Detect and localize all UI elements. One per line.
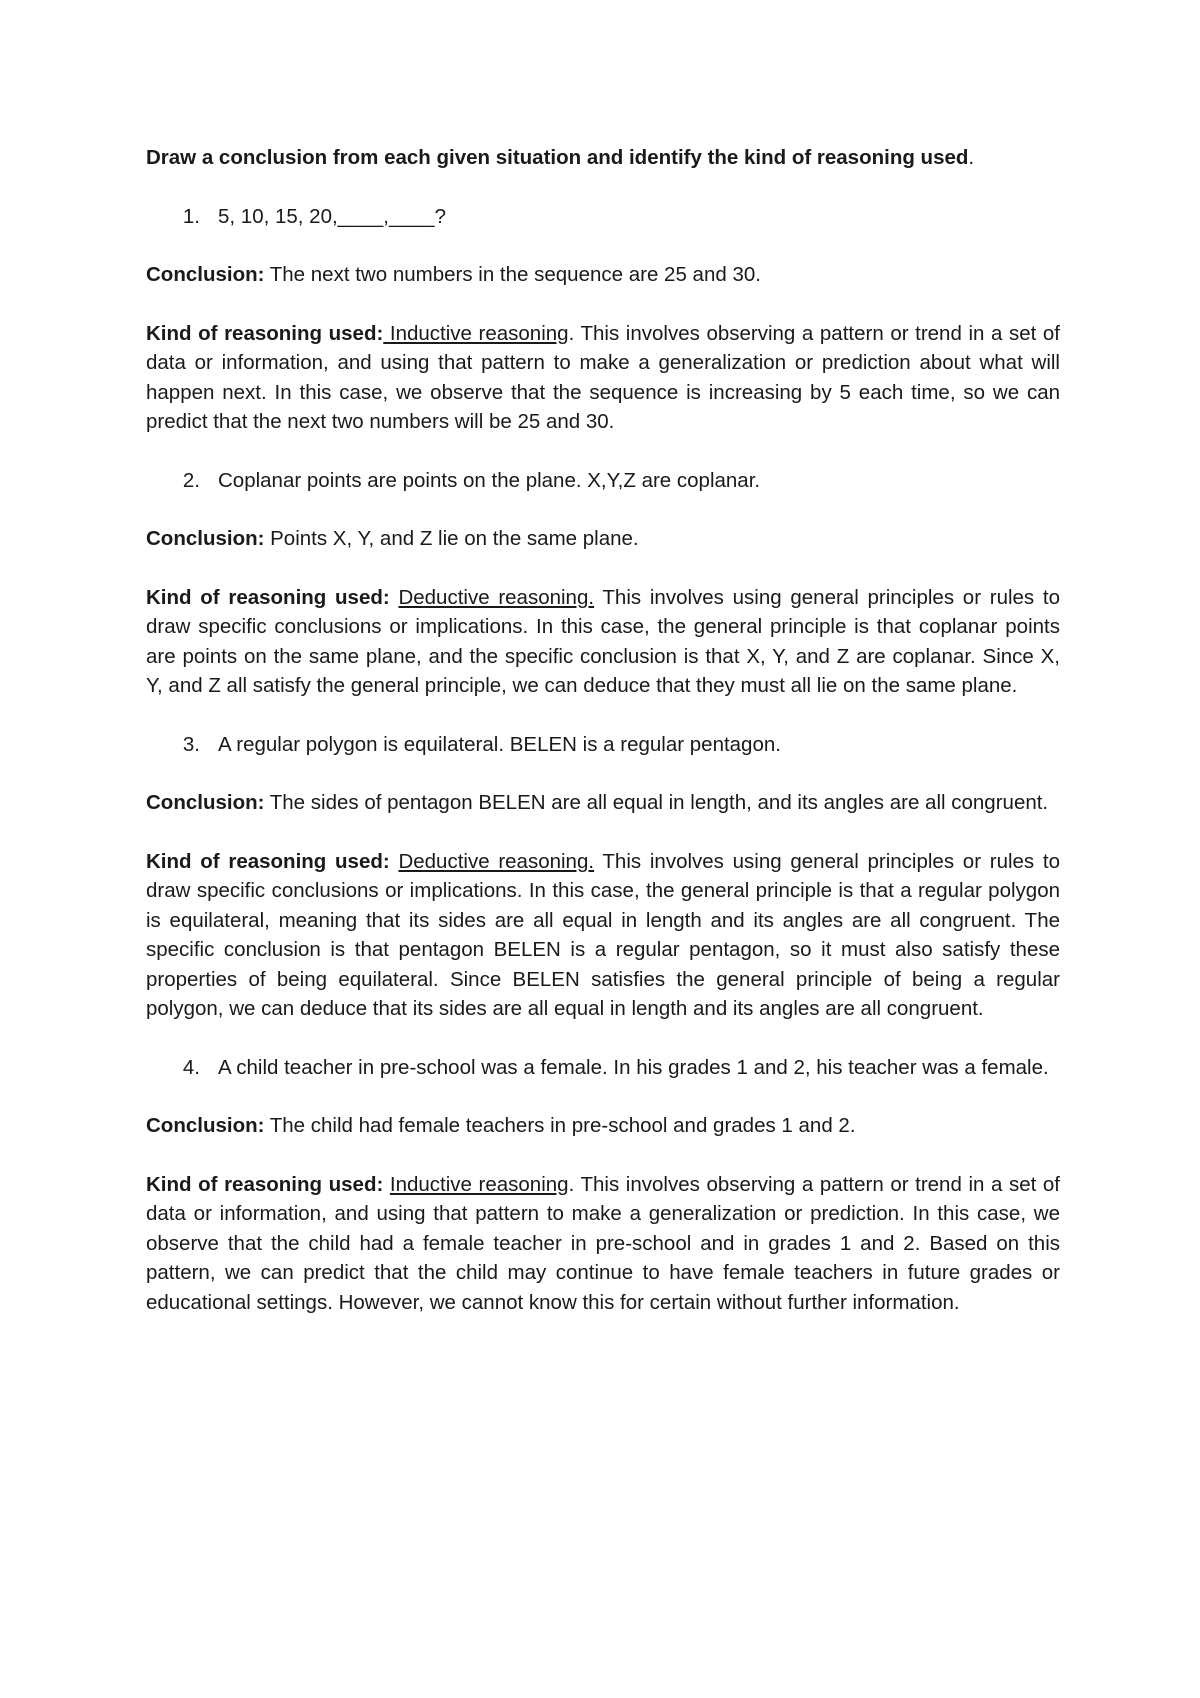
conclusion-text: The child had female teachers in pre-school and grades 1 and 2. (264, 1114, 856, 1137)
conclusion-text: The sides of pentagon BELEN are all equal in length, and its angles are all congruent. (264, 791, 1049, 814)
reasoning-explanation: . This involves observing a pattern or trend in a set of data or information, and using that pattern to make a generalization or prediction about what will happen next. In this case, we observe that the sequence is increasing by 5 each time, so we can predict that the next two numbers will be 25 and 30. (146, 321, 1060, 433)
reasoning-kind-text: Deductive reasoning. (398, 585, 595, 609)
reasoning-kind (383, 322, 568, 345)
conclusion-label: Conclusion: (146, 1114, 265, 1137)
situation-text: A child teacher in pre-school was a female. In his grades 1 and 2, his teacher was a female. (218, 1055, 1049, 1079)
reasoning-paragraph (146, 319, 1060, 437)
document-page (146, 143, 1060, 1346)
item-number: 4. (182, 1055, 200, 1079)
conclusion-paragraph (146, 1111, 1060, 1141)
reasoning-label: Kind of reasoning used: (146, 849, 390, 873)
reasoning-paragraph (146, 1170, 1060, 1318)
instruction-text: Draw a conclusion from each given situation and identify the kind of reasoning used (146, 146, 969, 169)
situation-item (146, 202, 1060, 232)
situation-item (146, 730, 1060, 760)
conclusion-paragraph (146, 260, 1060, 290)
conclusion-label: Conclusion: (146, 527, 265, 550)
reasoning-explanation: This involves using general principles or rules to draw specific conclusions or implications. In this case, the general principle is that coplanar points are points on the same plane, and the specific conclusion is that X, Y, and Z are coplanar. Since X, Y, and Z all satisfy the general principle, we can deduce that they must all lie on the same plane. (146, 585, 1061, 697)
reasoning-kind-text: Deductive reasoning. (398, 849, 595, 873)
reasoning-explanation: . This involves observing a pattern or trend in a set of data or information, and using that pattern to make a generalization or prediction. In this case, we observe that the child had a female teacher in pre-school and in grades 1 and 2. Based on this pattern, we can predict that the child may continue to have female teachers in future grades or educational settings. However, we cannot know this for certain without further information. (146, 1172, 1060, 1314)
reasoning-label: Kind of reasoning used: (146, 1172, 384, 1196)
conclusion-paragraph (146, 788, 1060, 818)
reasoning-paragraph (146, 847, 1060, 1024)
reasoning-paragraph (146, 583, 1060, 701)
situation-text: A regular polygon is equilateral. BELEN is a regular pentagon. (218, 732, 781, 756)
item-number: 1. (182, 204, 200, 228)
conclusion-label: Conclusion: (146, 791, 265, 814)
reasoning-kind-space (383, 322, 390, 345)
situation-text: Coplanar points are points on the plane. X,Y,Z are coplanar. (218, 468, 761, 492)
instruction (146, 143, 1060, 173)
situation-item (146, 466, 1060, 496)
conclusion-label: Conclusion: (146, 263, 265, 286)
reasoning-kind-space (383, 1173, 390, 1196)
item-number: 2. (182, 468, 200, 492)
reasoning-explanation: This involves using general principles or rules to draw specific conclusions or implications. In this case, the general principle is that a regular polygon is equilateral, meaning that its sides are all equal in length and its angles are all congruent. The specific conclusion is that pentagon BELEN is a regular pentagon, so it must also satisfy these properties of being equilateral. Since BELEN satisfies the general principle of being a regular polygon, we can deduce that its sides are all equal in length and its angles are all congruent. (146, 849, 1061, 1020)
instruction-period: . (968, 146, 975, 169)
reasoning-label: Kind of reasoning used: (146, 585, 390, 609)
item-number: 3. (182, 732, 200, 756)
reasoning-kind-text: Inductive reasoning (389, 321, 569, 345)
reasoning-label: Kind of reasoning used: (146, 321, 384, 345)
reasoning-kind-text: Inductive reasoning (389, 1172, 569, 1196)
situation-item (146, 1053, 1060, 1083)
conclusion-text: Points X, Y, and Z lie on the same plane. (264, 527, 639, 550)
conclusion-text: The next two numbers in the sequence are 25 and 30. (264, 263, 761, 286)
conclusion-paragraph (146, 524, 1060, 554)
situation-text: 5, 10, 15, 20,____,____? (218, 204, 446, 228)
